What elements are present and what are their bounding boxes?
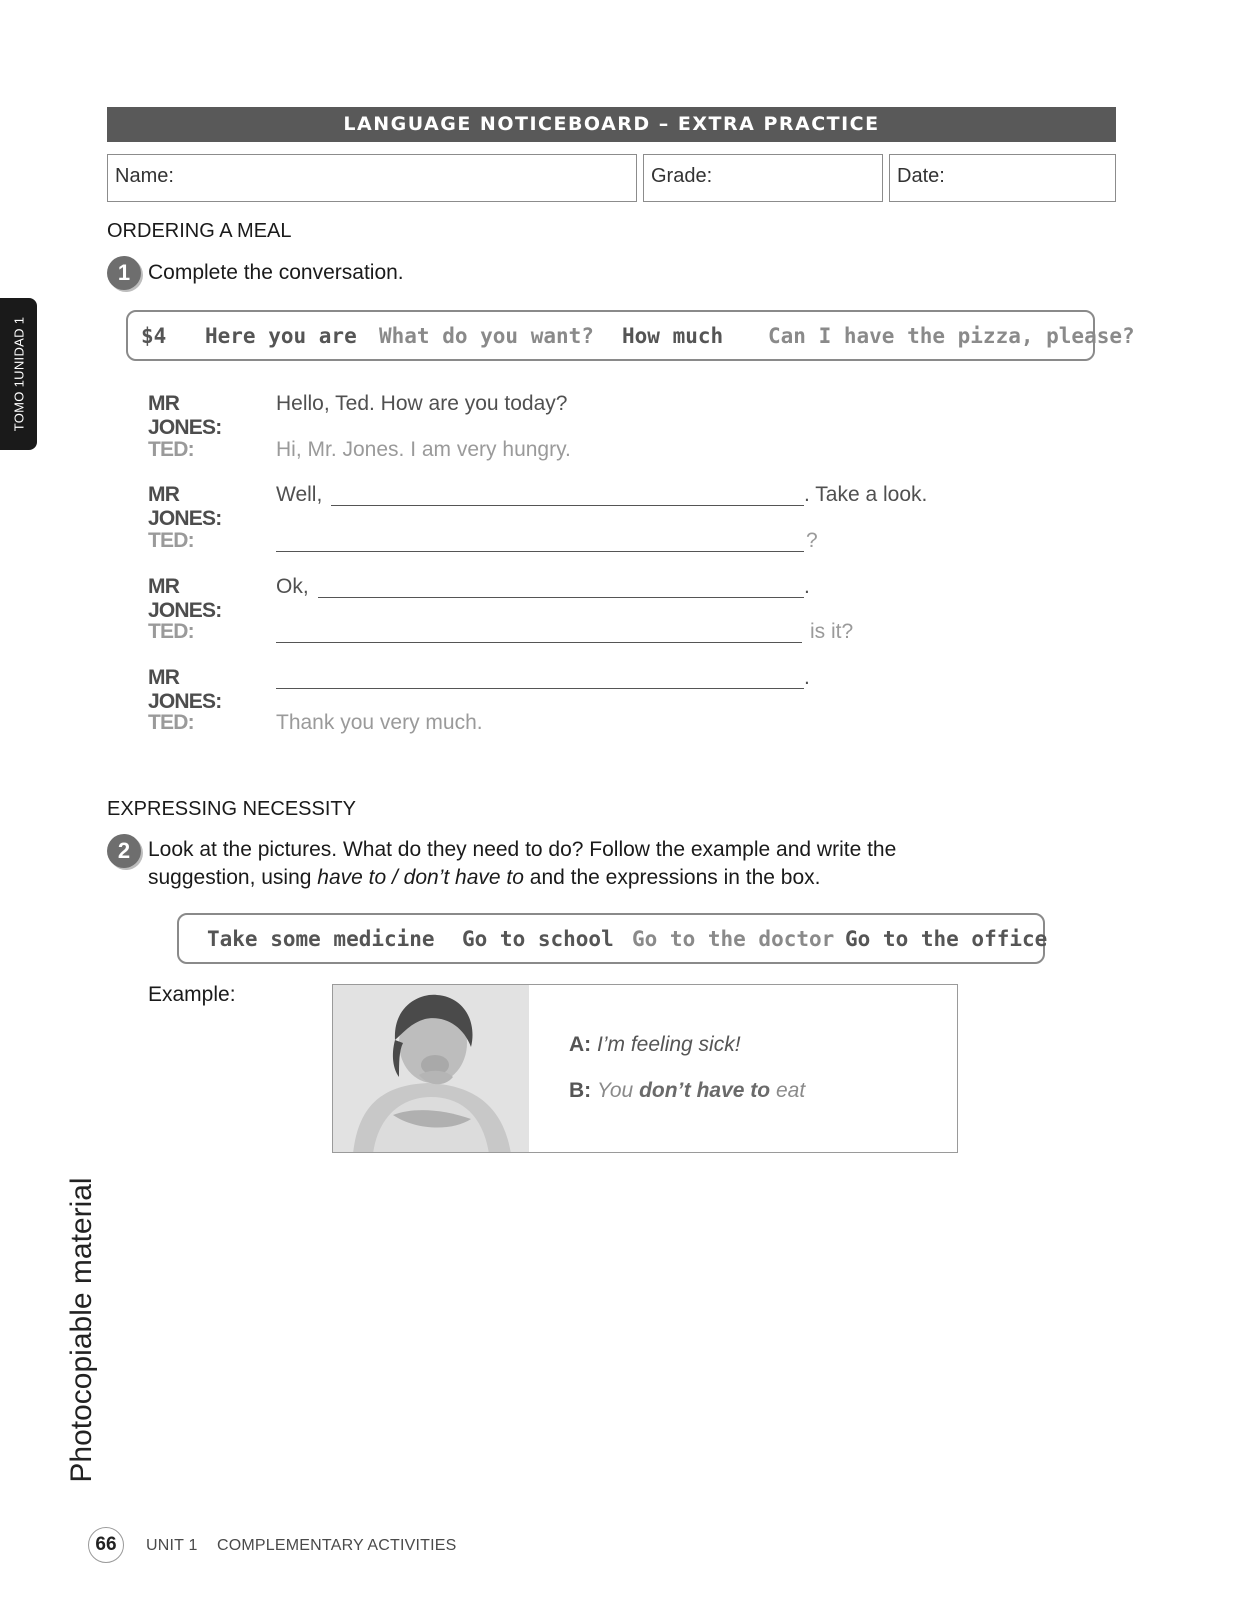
example-text-b-pre: You: [597, 1079, 634, 1102]
sick-woman-illustration: [333, 985, 529, 1152]
footer-unit: UNIT 1: [146, 1537, 198, 1554]
instruction-emphasis: have to / don’t have to: [317, 866, 524, 889]
speaker-label: TED:: [148, 529, 194, 552]
example-text-b-bold: don’t have to: [639, 1079, 771, 1102]
speaker-label: MR JONES:: [148, 575, 222, 622]
word-box-item: Go to the doctor: [632, 926, 835, 951]
word-box-item: Can I have the pizza, please?: [768, 323, 1135, 348]
answer-blank[interactable]: [276, 551, 804, 552]
exercise-number-1: 1: [107, 256, 141, 290]
answer-blank[interactable]: [276, 642, 802, 643]
example-key-a: A:: [569, 1033, 592, 1056]
page-header: LANGUAGE NOTICEBOARD – EXTRA PRACTICE: [107, 107, 1116, 142]
name-field[interactable]: [107, 154, 637, 202]
instruction-line-1: Look at the pictures. What do they need to do? Follow the example and write the: [148, 838, 897, 861]
section-title-ordering: ORDERING A MEAL: [107, 220, 292, 242]
dialog-text: .: [804, 575, 810, 598]
dialog-text: . Take a look.: [804, 483, 928, 506]
speaker-label: TED:: [148, 620, 194, 643]
date-field-label: Date:: [897, 165, 945, 187]
example-box: [332, 984, 958, 1153]
speaker-label: TED:: [148, 438, 194, 461]
instruction-text: suggestion, using: [148, 866, 318, 889]
dialog-text: Hello, Ted. How are you today?: [276, 392, 568, 415]
word-box-item: Go to the office: [845, 926, 1048, 951]
side-tab: [0, 298, 37, 450]
answer-blank[interactable]: [276, 688, 804, 689]
side-tab-unidad: UNIDAD 1: [11, 316, 26, 380]
example-line-a: [569, 1033, 741, 1057]
grade-field-label: Grade:: [651, 165, 713, 187]
example-key-b: B:: [569, 1079, 592, 1102]
answer-blank[interactable]: [318, 597, 804, 598]
dialog-text: Well,: [276, 483, 323, 506]
word-box-item: Take some medicine: [207, 926, 435, 951]
example-text-b-post: eat: [775, 1079, 806, 1102]
sick-woman-photo: [333, 985, 529, 1152]
speaker-label: TED:: [148, 711, 194, 734]
dialog-text: Ok,: [276, 575, 309, 598]
example-line-b: [569, 1079, 805, 1103]
instruction-line-2: [148, 864, 896, 892]
footer-section: COMPLEMENTARY ACTIVITIES: [217, 1537, 457, 1554]
page-number: 66: [88, 1527, 124, 1563]
dialog-text: is it?: [810, 620, 854, 643]
word-box-2: [177, 913, 1048, 964]
exercise-number-2: 2: [107, 834, 141, 868]
exercise-1-instruction: Complete the conversation.: [148, 261, 404, 284]
example-label: Example:: [148, 983, 236, 1006]
section-title-necessity: EXPRESSING NECESSITY: [107, 798, 356, 820]
answer-blank[interactable]: [331, 505, 804, 506]
exercise-2-instruction: [148, 836, 896, 892]
word-box-item: Here you are: [205, 323, 357, 348]
speaker-label: MR JONES:: [148, 666, 222, 713]
side-tab-text: [11, 317, 26, 431]
dialog-text: ?: [806, 529, 818, 552]
speaker-label: MR JONES:: [148, 392, 222, 439]
word-box-item: $4: [141, 323, 167, 348]
grade-field[interactable]: [643, 154, 883, 202]
instruction-text: and the expressions in the box.: [523, 866, 821, 889]
dialog-text: Thank you very much.: [276, 711, 483, 734]
photocopiable-label: Photocopiable material: [65, 1177, 98, 1483]
word-box-item: Go to school: [462, 926, 614, 951]
word-box-item: What do you want?: [379, 323, 594, 348]
dialog-text: Hi, Mr. Jones. I am very hungry.: [276, 438, 571, 461]
side-tab-tomo: TOMO 1: [11, 379, 26, 432]
dialog-text: .: [804, 666, 810, 689]
speaker-label: MR JONES:: [148, 483, 222, 530]
word-box-1: [126, 310, 1135, 361]
example-text-a: I’m feeling sick!: [597, 1033, 741, 1056]
date-field[interactable]: [889, 154, 1116, 202]
word-box-item: How much: [622, 323, 724, 348]
name-field-label: Name:: [115, 165, 174, 187]
